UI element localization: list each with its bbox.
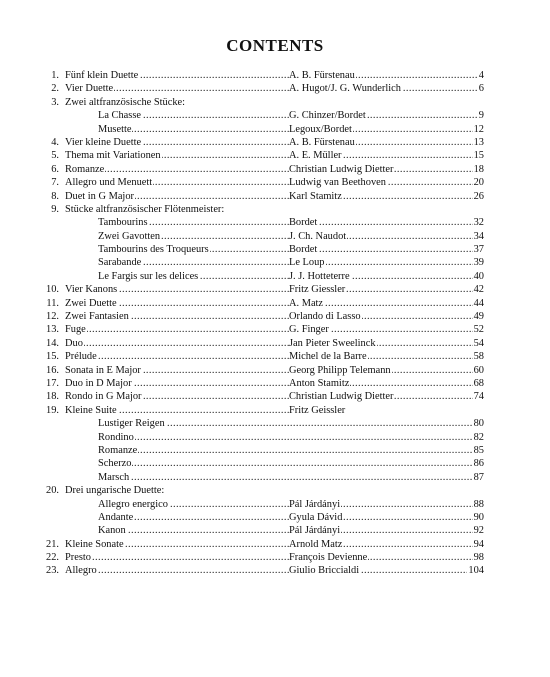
entry-title: Stücke altfranzösischer Flötenmeister: <box>65 203 225 215</box>
entry-title: Rondo in G Major <box>65 391 142 403</box>
entry-number: 10. <box>46 284 59 296</box>
entry-title: Zwei Duette <box>65 297 117 309</box>
toc-entry <box>0 471 550 484</box>
entry-page-number: 13 <box>473 136 484 148</box>
entry-title: Prélude <box>65 351 97 363</box>
entry-number: 11. <box>46 297 59 309</box>
entry-page-number: 42 <box>473 284 484 296</box>
entry-page-number: 86 <box>473 458 484 470</box>
entry-title: Rondino <box>98 431 134 443</box>
entry-title: Zwei altfranzösische Stücke: <box>65 96 186 108</box>
entry-page-number: 87 <box>473 471 484 483</box>
entry-title: Kleine Suite <box>65 404 117 416</box>
entry-page-number: 44 <box>473 297 484 309</box>
toc-entry <box>0 96 550 109</box>
toc-entry <box>0 69 550 82</box>
dot-leader <box>98 444 484 457</box>
entry-title: Zwei Gavotten <box>98 230 161 242</box>
entry-number: 7. <box>51 177 59 189</box>
toc-entry <box>0 377 550 390</box>
entry-page-number: 39 <box>473 257 484 269</box>
entry-composer: Bordet <box>289 217 318 229</box>
entry-composer: Ludwig van Beethoven <box>289 177 386 189</box>
toc-entry <box>0 484 550 497</box>
entry-title: Le Fargis sur les delices <box>98 270 199 282</box>
entry-composer: Pál Járdányi <box>289 525 341 537</box>
toc-entry <box>0 551 550 564</box>
toc-entry <box>0 176 550 189</box>
toc-entry <box>0 163 550 176</box>
entry-title: Tambourins des Troqueurs <box>98 244 209 256</box>
entry-composer: Michel de la Barre <box>289 351 367 363</box>
toc-entry <box>0 444 550 457</box>
entry-title: Vier Duette <box>65 83 114 95</box>
entry-composer: Karl Stamitz <box>289 190 342 202</box>
toc-entry <box>0 564 550 577</box>
entry-page-number: 80 <box>473 418 484 430</box>
entry-number: 8. <box>51 190 59 202</box>
toc-entry <box>0 109 550 122</box>
entry-title: Duo <box>65 337 83 349</box>
toc-entry <box>0 417 550 430</box>
entry-number: 13. <box>46 324 59 336</box>
dot-leader <box>65 564 289 577</box>
toc-entry <box>0 524 550 537</box>
dot-leader <box>65 323 289 336</box>
dot-leader <box>98 471 484 484</box>
toc-entry <box>0 364 550 377</box>
dot-leader <box>98 431 484 444</box>
entry-composer: Legoux/Bordet <box>289 123 352 135</box>
entry-page-number: 49 <box>473 311 484 323</box>
entry-number: 5. <box>51 150 59 162</box>
toc-entry <box>0 256 550 269</box>
entry-page-number: 104 <box>468 565 484 577</box>
toc-entry <box>0 390 550 403</box>
toc-entry <box>0 337 550 350</box>
entry-title: Romanze <box>98 444 138 456</box>
dot-leader <box>65 337 289 350</box>
entry-composer: A. E. Müller <box>289 150 342 162</box>
entry-number: 23. <box>46 565 59 577</box>
entry-page-number: 4 <box>478 70 484 81</box>
toc-entry <box>0 404 550 417</box>
entry-composer: A. Matz <box>289 297 324 309</box>
toc-entry <box>0 310 550 323</box>
toc-entry <box>0 190 550 203</box>
entry-title: Sonata in E Major <box>65 364 141 376</box>
toc-entry <box>0 123 550 136</box>
entry-number: 3. <box>51 96 59 108</box>
entry-page-number: 34 <box>473 230 484 242</box>
entry-page-number: 82 <box>473 431 484 443</box>
entry-title: Kleine Sonate <box>65 538 124 550</box>
toc-entry <box>0 216 550 229</box>
entry-page-number: 52 <box>473 324 484 336</box>
toc-entry <box>0 136 550 149</box>
entry-page-number: 6 <box>478 83 484 95</box>
entry-page-number: 85 <box>473 444 484 456</box>
entry-number: 4. <box>51 136 59 148</box>
entry-page-number: 18 <box>473 163 484 175</box>
toc-entry <box>0 243 550 256</box>
toc-entry <box>0 203 550 216</box>
entry-title: Tambourins <box>98 217 148 229</box>
entry-title: Allegro energico <box>98 498 168 510</box>
entry-number: 1. <box>51 70 59 81</box>
toc-entry <box>0 283 550 296</box>
entry-page-number: 90 <box>473 511 484 523</box>
entry-page-number: 88 <box>473 498 484 510</box>
entry-composer: Georg Philipp Telemann <box>289 364 391 376</box>
entry-page-number: 37 <box>473 244 484 256</box>
entry-number: 21. <box>46 538 59 550</box>
entry-number: 22. <box>46 552 59 564</box>
entry-title: Kanon <box>98 525 126 537</box>
toc-entry <box>0 297 550 310</box>
entry-title: Vier kleine Duette <box>65 136 142 148</box>
entry-page-number: 20 <box>473 177 484 189</box>
entry-title: Marsch <box>98 471 130 483</box>
entry-composer: J. J. Hotteterre <box>289 270 350 282</box>
entry-composer: A. Hugot/J. G. Wunderlich <box>289 83 401 95</box>
entry-number: 17. <box>46 377 59 389</box>
entry-title: Fuge <box>65 324 86 336</box>
entry-title: Drei ungarische Duette: <box>65 485 165 497</box>
entry-title: Thema mit Variationen <box>65 150 161 162</box>
toc-entry <box>0 149 550 162</box>
entry-composer: Bordet <box>289 244 318 256</box>
entry-title: Allegro <box>65 565 97 577</box>
entry-title: Romanze <box>65 163 105 175</box>
entry-number: 19. <box>46 404 59 416</box>
entry-page-number: 54 <box>473 337 484 349</box>
entry-page-number: 15 <box>473 150 484 162</box>
entry-composer: Fritz Giessler <box>289 284 346 296</box>
entry-title: Duo in D Major <box>65 377 132 389</box>
entry-title: Presto <box>65 552 91 564</box>
table-of-contents <box>0 69 550 578</box>
toc-entry <box>0 457 550 470</box>
dot-leader <box>65 350 289 363</box>
entry-page-number: 92 <box>473 525 484 537</box>
entry-page-number: 9 <box>478 110 484 122</box>
entry-title: Sarabande <box>98 257 142 269</box>
entry-title: Scherzo <box>98 458 132 470</box>
entry-page-number: 40 <box>473 270 484 282</box>
entry-composer: Christian Ludwig Dietter <box>289 163 394 175</box>
entry-page-number: 68 <box>473 377 484 389</box>
page-title: CONTENTS <box>226 36 324 55</box>
entry-composer: Jan Pieter Sweelinck <box>289 337 376 349</box>
toc-entry <box>0 538 550 551</box>
toc-entry <box>0 82 550 95</box>
entry-composer: Anton Stamitz <box>289 377 350 389</box>
dot-leader <box>98 457 484 470</box>
entry-number: 16. <box>46 364 59 376</box>
entry-title: Zwei Fantasien <box>65 311 129 323</box>
entry-title: Vier Kanons <box>65 284 118 296</box>
entry-title: Duet in G Major <box>65 190 134 202</box>
entry-composer: Pál Járdányi <box>289 498 341 510</box>
entry-page-number: 94 <box>473 538 484 550</box>
entry-composer: J. Ch. Naudot <box>289 230 347 242</box>
entry-page-number: 58 <box>473 351 484 363</box>
entry-composer: Arnold Matz <box>289 538 343 550</box>
entry-number: 20. <box>46 485 59 497</box>
entry-number: 15. <box>46 351 59 363</box>
toc-entry <box>0 270 550 283</box>
entry-title: Andante <box>98 511 134 523</box>
entry-page-number: 98 <box>473 552 484 564</box>
entry-title: La Chasse <box>98 110 141 122</box>
entry-composer: Le Loup <box>289 257 325 269</box>
entry-page-number: 32 <box>473 217 484 229</box>
toc-entry <box>0 498 550 511</box>
entry-number: 14. <box>46 337 59 349</box>
entry-title: Lustiger Reigen <box>98 418 165 430</box>
entry-page-number: 60 <box>473 364 484 376</box>
entry-composer: François Devienne <box>289 552 368 564</box>
entry-title: Fünf klein Duette <box>65 70 139 81</box>
toc-entry <box>0 323 550 336</box>
entry-number: 2. <box>51 83 59 95</box>
toc-entry <box>0 230 550 243</box>
entry-page-number: 12 <box>473 123 484 135</box>
entry-title: Allegro und Menuett <box>65 177 153 189</box>
entry-composer: A. B. Fürstenau <box>289 136 355 148</box>
entry-composer: Fritz Geissler <box>289 404 346 416</box>
entry-composer: G. Finger <box>289 324 329 336</box>
entry-composer: Christian Ludwig Dietter <box>289 391 394 403</box>
entry-composer: Giulio Briccialdi <box>289 565 360 577</box>
entry-number: 18. <box>46 391 59 403</box>
entry-page-number: 26 <box>473 190 484 202</box>
entry-number: 9. <box>51 203 59 215</box>
dot-leader <box>65 551 289 564</box>
entry-composer: Orlando di Lasso <box>289 311 361 323</box>
entry-title: Musette <box>98 123 132 135</box>
entry-composer: Gyula Dávid <box>289 511 343 523</box>
toc-entry <box>0 350 550 363</box>
toc-entry <box>0 511 550 524</box>
entry-number: 12. <box>46 311 59 323</box>
toc-entry <box>0 431 550 444</box>
entry-composer: G. Chinzer/Bordet <box>289 110 366 122</box>
entry-composer: A. B. Fürstenau <box>289 70 355 81</box>
entry-page-number: 74 <box>473 391 484 403</box>
entry-number: 6. <box>51 163 59 175</box>
